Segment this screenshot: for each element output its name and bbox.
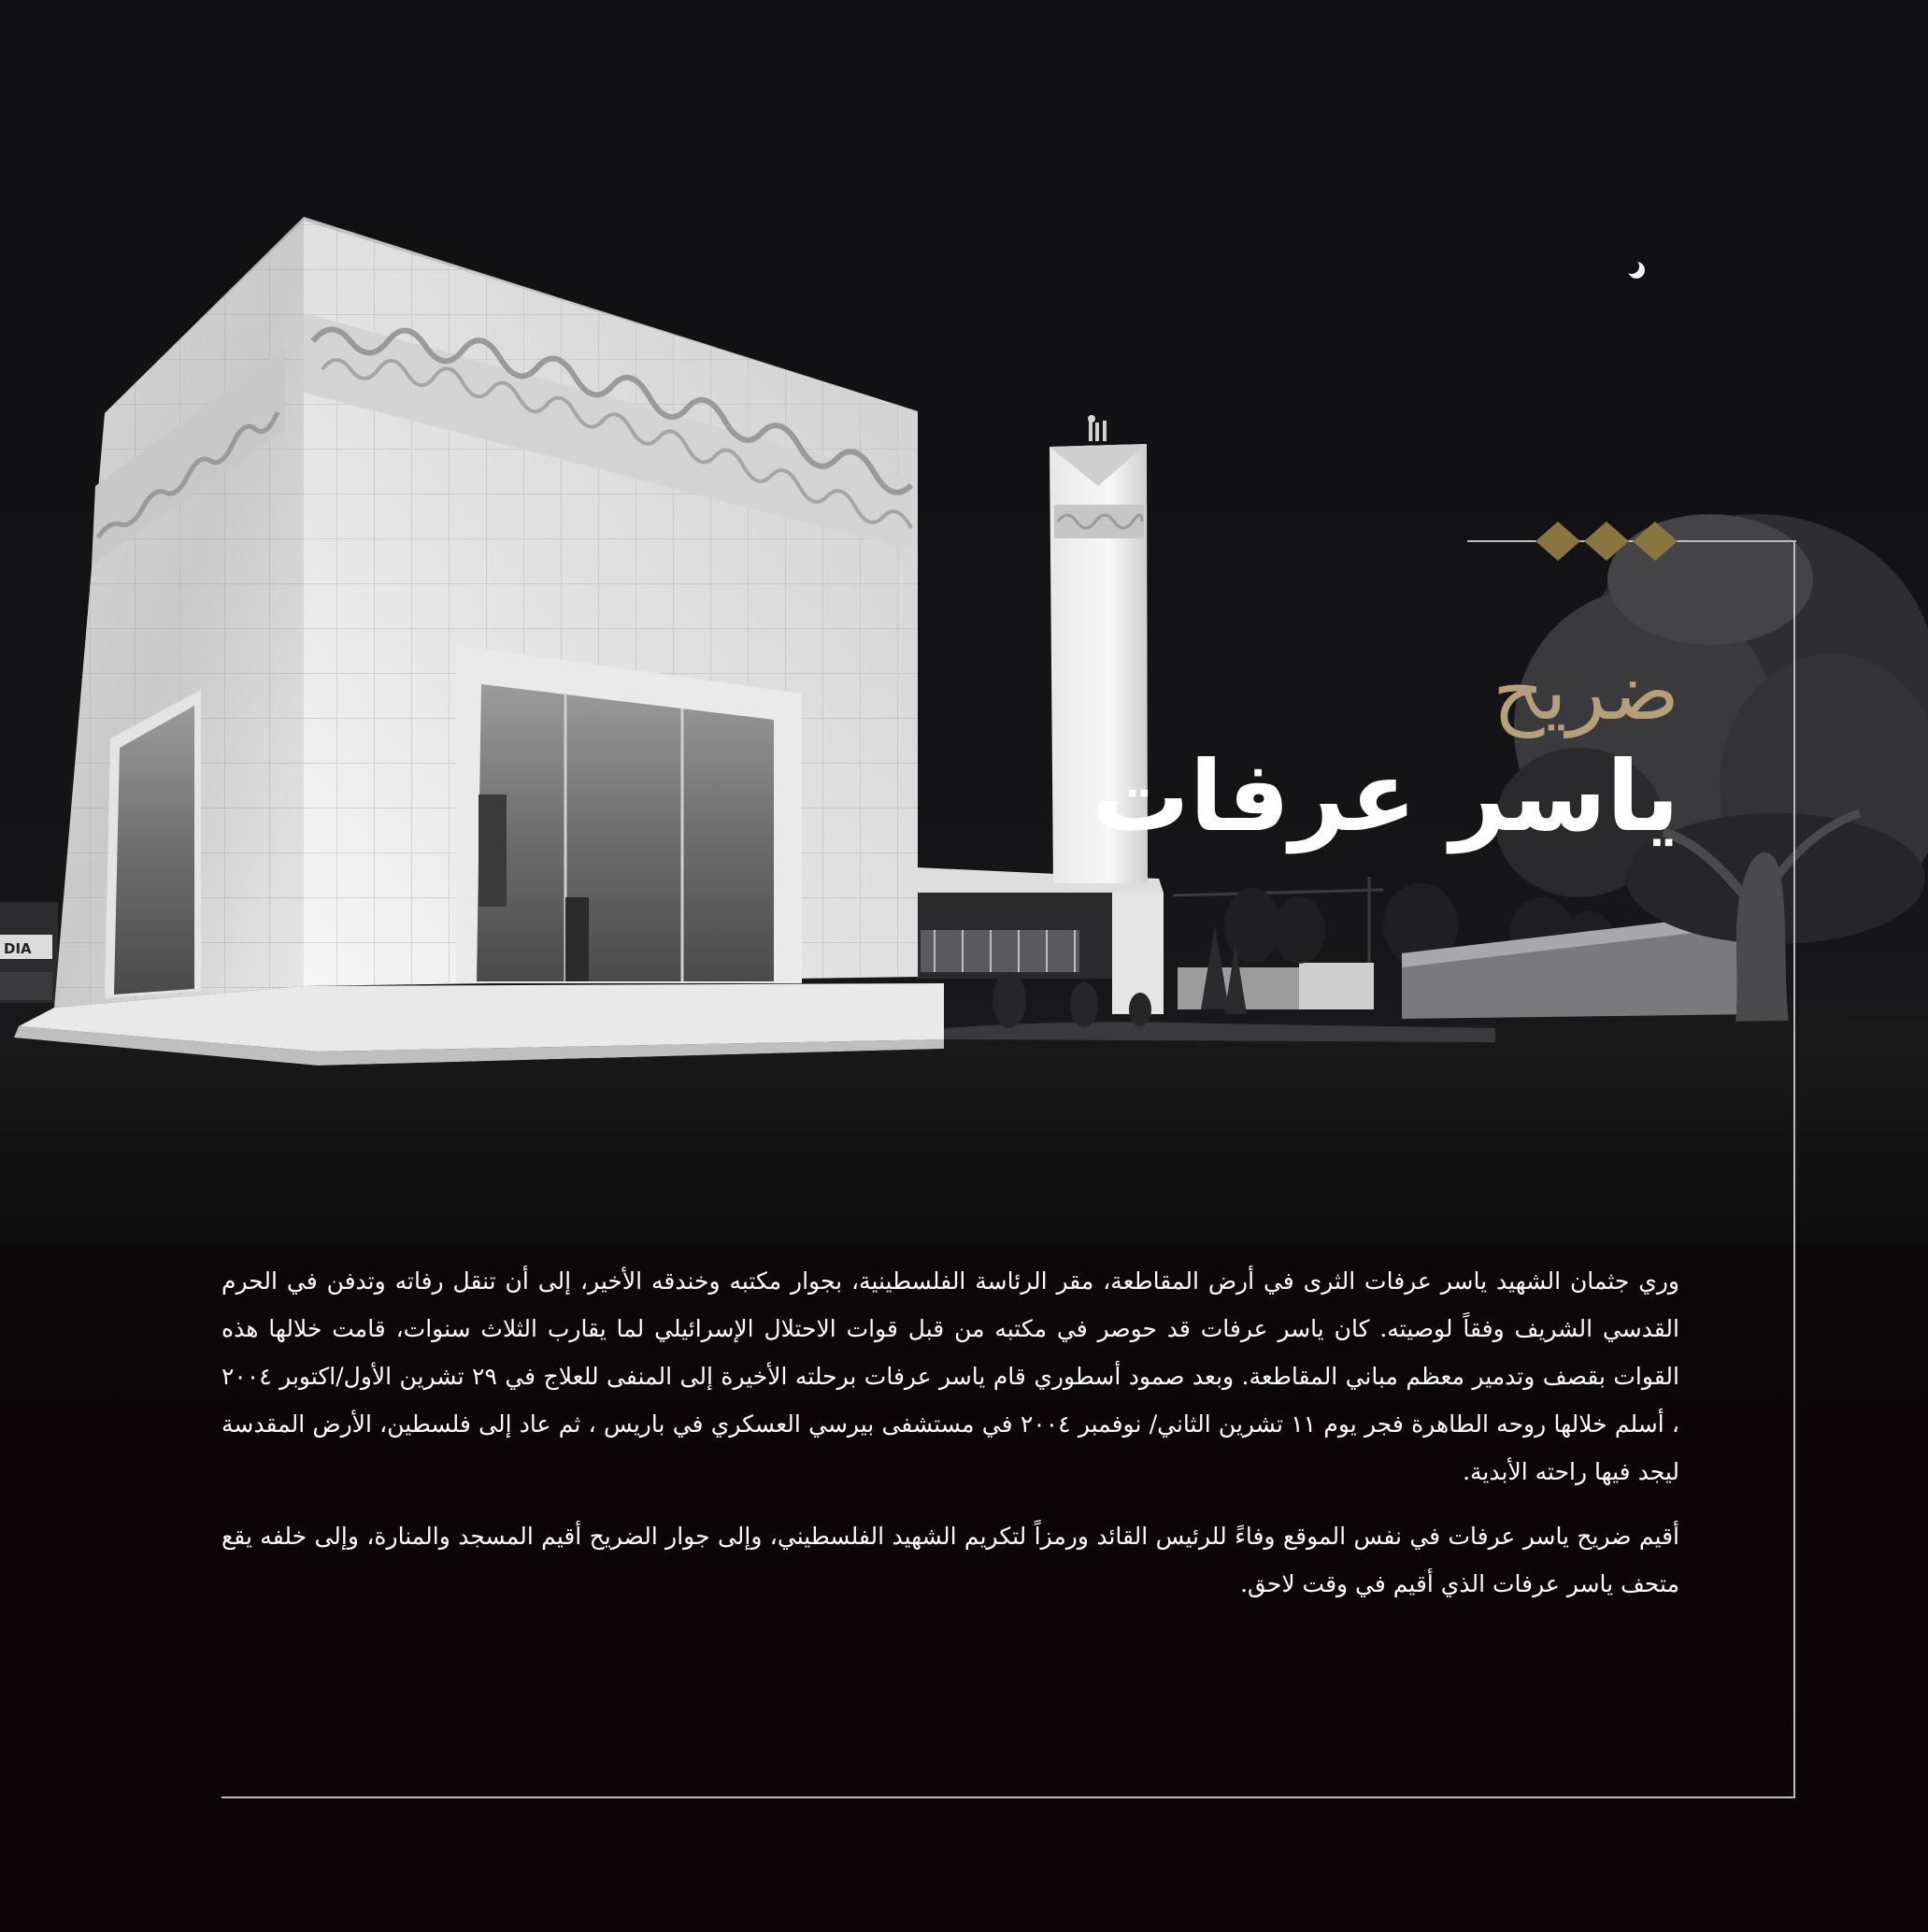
diamond-ornament-icon <box>1535 522 1678 561</box>
body-paragraph-1: وري جثمان الشهيد ياسر عرفات الثرى في أرض المقاطعة، مقر الرئاسة الفلسطينية، بجوار مكتبه وخندقه الأخير، إلى أن تنقل رفاته وتدفن في الحرم القدسي الشريف وفقاً لوصيته. كان ياسر عرفات قد حوصر في مكتبه من قبل قوات الاحتلال الإسرائيلي لما يقارب الثلاث سنوات، قامت خلالها هذه القوات بقصف وتدمير معظم مباني المقاطعة. وبعد صمود أسطوري قام ياسر عرفات برحلته الأخيرة إلى المنفى للعلاج في ٢٩ تشرين الأول/اكتوبر ٢٠٠٤ ، أسلم خلالها روحه الطاهرة فجر يوم ١١ تشرين الثاني/ نوفمبر ٢٠٠٤ في مستشفى بيرسي العسكري في باريس ، ثم عاد إلى فلسطين، الأرض المقدسة ليجد فيها راحته الأبدية. <box>221 1267 1679 1485</box>
body-text <box>221 1257 1679 1624</box>
frame-bottom-line <box>221 1796 1795 1798</box>
frame-right-line <box>1793 540 1795 1798</box>
title-line-1: ضريح <box>1492 645 1679 738</box>
distant-buildings <box>0 902 58 1003</box>
body-paragraph-2: أقيم ضريح ياسر عرفات في نفس الموقع وفاءً للرئيس القائد ورمزاً لتكريم الشهيد الفلسطيني، وإلى جوار الضريح أقيم المسجد والمنارة، وإلى خلفه يقع متحف ياسر عرفات الذي أقيم في وقت لاحق. <box>221 1523 1679 1597</box>
title-block <box>1092 645 1679 852</box>
title-line-2: ياسر عرفات <box>1092 739 1679 853</box>
building-sign: DIA <box>4 940 32 957</box>
